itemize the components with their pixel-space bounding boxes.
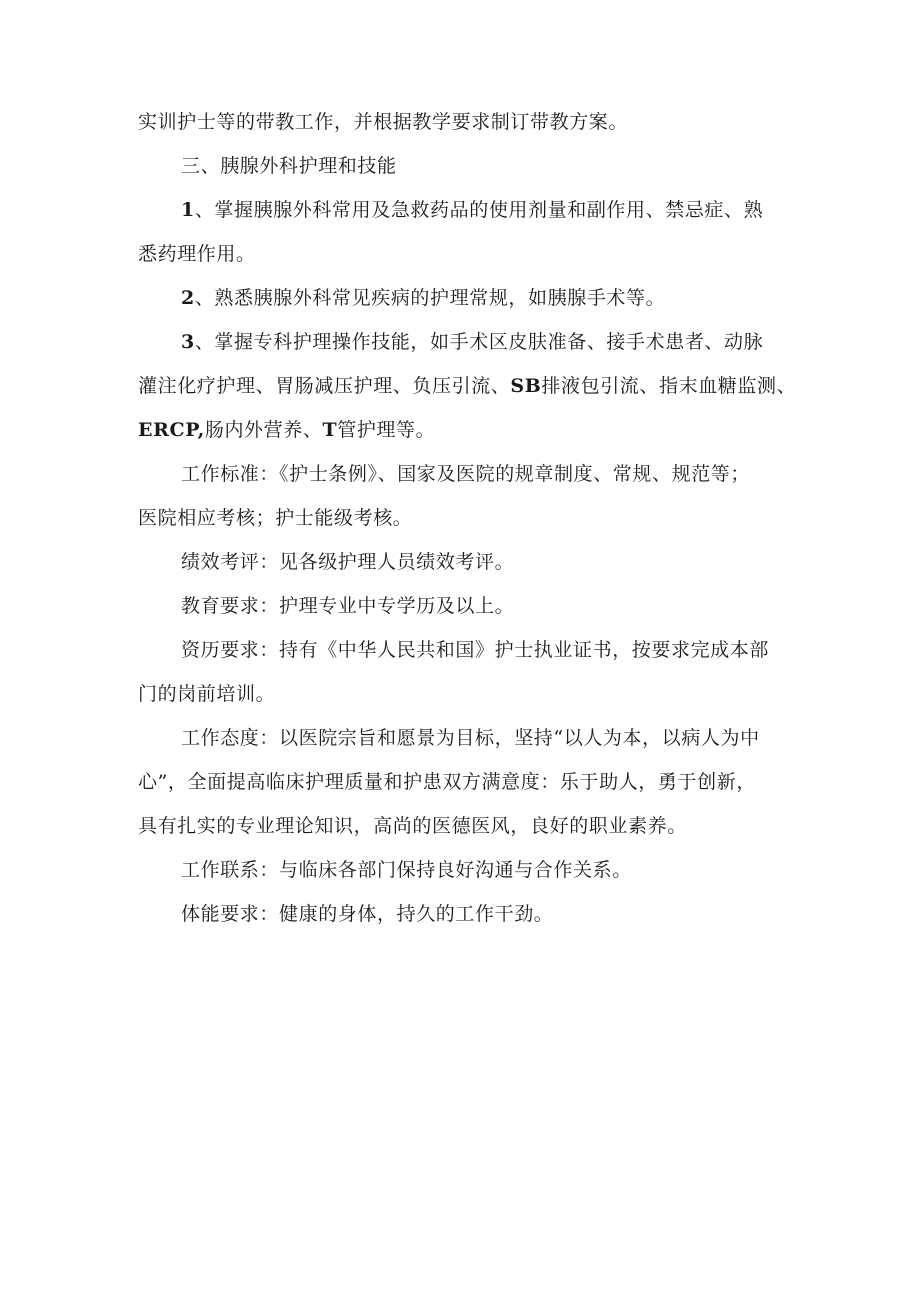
line-text: 心”，全面提高临床护理质量和护患双方满意度：乐于助人，勇于创新，: [138, 771, 756, 793]
item-1-line-2: [138, 232, 798, 276]
item-3-line-2: [138, 364, 798, 408]
attitude-line-1: [138, 716, 798, 760]
item-number: 1: [181, 199, 195, 221]
document-body: [138, 100, 798, 936]
section-heading: [138, 144, 798, 188]
item-number: 3: [181, 331, 195, 353]
line-text: 实训护士等的带教工作，并根据教学要求制订带教方案。: [138, 111, 629, 133]
line-text-bold: T: [322, 419, 338, 441]
item-3-line-1: [138, 320, 798, 364]
line-text: 工作标准：《护士条例》、国家及医院的规章制度、常规、规范等；: [181, 463, 751, 485]
work-standard-line-2: [138, 496, 798, 540]
line-text: 、掌握胰腺外科常用及急救药品的使用剂量和副作用、禁忌症、熟: [194, 199, 764, 221]
item-3-line-3: [138, 408, 798, 452]
line-text: 体能要求：健康的身体，持久的工作干劲。: [181, 903, 554, 925]
line-text: 工作态度：以医院宗旨和愿景为目标，坚持“以人为本，以病人为中: [181, 727, 760, 749]
line-text: 、熟悉胰腺外科常见疾病的护理常规，如胰腺手术等。: [194, 287, 666, 309]
attitude-line-3: [138, 804, 798, 848]
line-text: 管护理等。: [337, 419, 436, 441]
qualification-line-1: [138, 628, 798, 672]
item-1-line-1: [138, 188, 798, 232]
qualification-line-2: [138, 672, 798, 716]
line-text: 肠内外营养、: [204, 419, 323, 441]
attitude-line-2: [138, 760, 798, 804]
contact-line: [138, 848, 798, 892]
item-2-line-1: [138, 276, 798, 320]
line-text-bold: ERCP,: [138, 419, 205, 441]
line-text: 绩效考评：见各级护理人员绩效考评。: [181, 551, 515, 573]
education-line: [138, 584, 798, 628]
paragraph-line-1: [138, 100, 798, 144]
work-standard-line-1: [138, 452, 798, 496]
performance-line: [138, 540, 798, 584]
line-text: 工作联系：与临床各部门保持良好沟通与合作关系。: [181, 859, 632, 881]
item-number: 2: [181, 287, 195, 309]
line-text: 门的岗前培训。: [138, 683, 276, 705]
line-text: 灌注化疗护理、胃肠减压护理、负压引流、: [138, 375, 511, 397]
line-text-bold: SB: [510, 375, 542, 397]
line-text: 排液包引流、指末血糖监测、: [541, 375, 797, 397]
line-text: 具有扎实的专业理论知识，高尚的医德医风，良好的职业素养。: [138, 815, 687, 837]
physical-line: [138, 892, 798, 936]
line-text: 三、胰腺外科护理和技能: [181, 155, 397, 177]
line-text: 、掌握专科护理操作技能，如手术区皮肤准备、接手术患者、动脉: [194, 331, 764, 353]
line-text: 教育要求：护理专业中专学历及以上。: [181, 595, 515, 617]
line-text: 医院相应考核；护士能级考核。: [138, 507, 413, 529]
line-text: 资历要求：持有《中华人民共和国》护士执业证书，按要求完成本部: [181, 639, 770, 661]
line-text: 悉药理作用。: [138, 243, 256, 265]
